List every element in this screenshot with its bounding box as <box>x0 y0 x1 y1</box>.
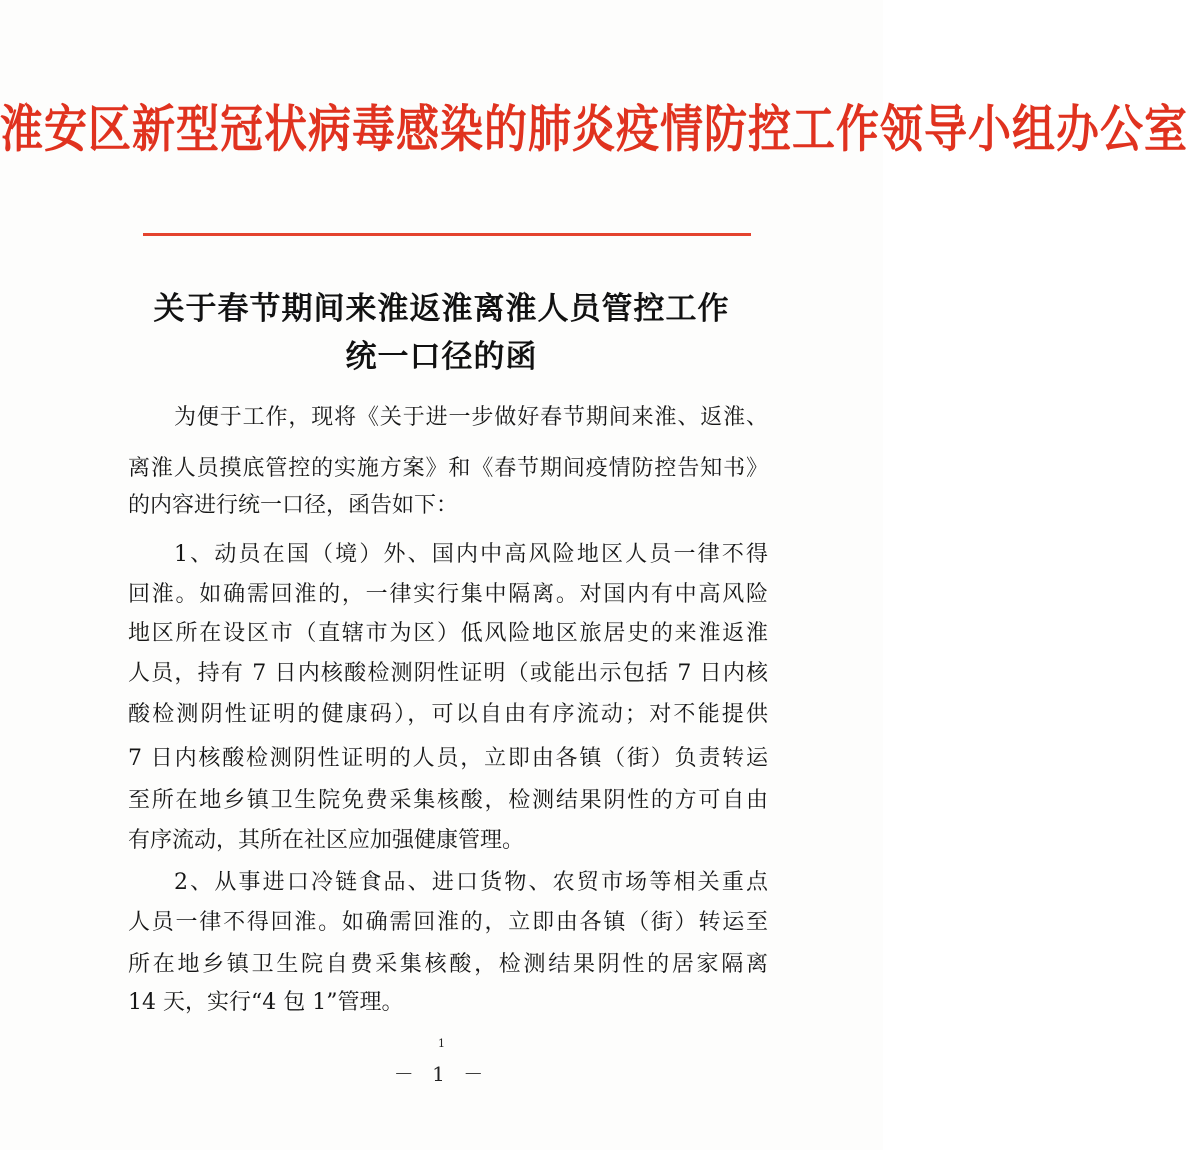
body-line: 回淮。如确需回淮的，一律实行集中隔离。对国内有中高风险 <box>128 582 768 607</box>
body-line: 所在地乡镇卫生院自费采集核酸，检测结果阴性的居家隔离 <box>128 952 768 977</box>
body-line: 7 日内核酸检测阴性证明的人员，立即由各镇（街）负责转运 <box>128 746 768 771</box>
body-line: 14 天，实行“4 包 1”管理。 <box>128 990 404 1015</box>
body-line: 1、动员在国（境）外、国内中高风险地区人员一律不得 <box>174 542 768 567</box>
body-line: 为便于工作，现将《关于进一步做好春节期间来淮、返淮、 <box>174 405 768 430</box>
document-title-line-2: 统一口径的函 <box>345 339 538 375</box>
body-line: 离淮人员摸底管控的实施方案》和《春节期间疫情防控告知书》 <box>128 456 768 481</box>
body-line: 的内容进行统一口径，函告如下： <box>128 493 459 518</box>
header-red-rule <box>143 233 751 236</box>
page-number: － 1 － <box>393 1062 490 1086</box>
issuer-header: 淮安区新型冠状病毒感染的肺炎疫情防控工作领导小组办公室 <box>0 100 1188 160</box>
body-line: 有序流动，其所在社区应加强健康管理。 <box>128 828 525 853</box>
body-line: 酸检测阴性证明的健康码），可以自由有序流动；对不能提供 <box>128 702 768 727</box>
document-title-line-1: 关于春节期间来淮返淮离淮人员管控工作 <box>153 291 730 327</box>
body-line: 地区所在设区市（直辖市为区）低风险地区旅居史的来淮返淮 <box>128 621 768 646</box>
body-line: 人员一律不得回淮。如确需回淮的，立即由各镇（街）转运至 <box>128 910 768 935</box>
body-line: 人员，持有 7 日内核酸检测阴性证明（或能出示包括 7 日内核 <box>128 661 768 686</box>
page-number-small: 1 <box>438 1037 445 1050</box>
body-line: 2、从事进口冷链食品、进口货物、农贸市场等相关重点 <box>174 870 768 895</box>
body-line: 至所在地乡镇卫生院免费采集核酸，检测结果阴性的方可自由 <box>128 788 768 813</box>
